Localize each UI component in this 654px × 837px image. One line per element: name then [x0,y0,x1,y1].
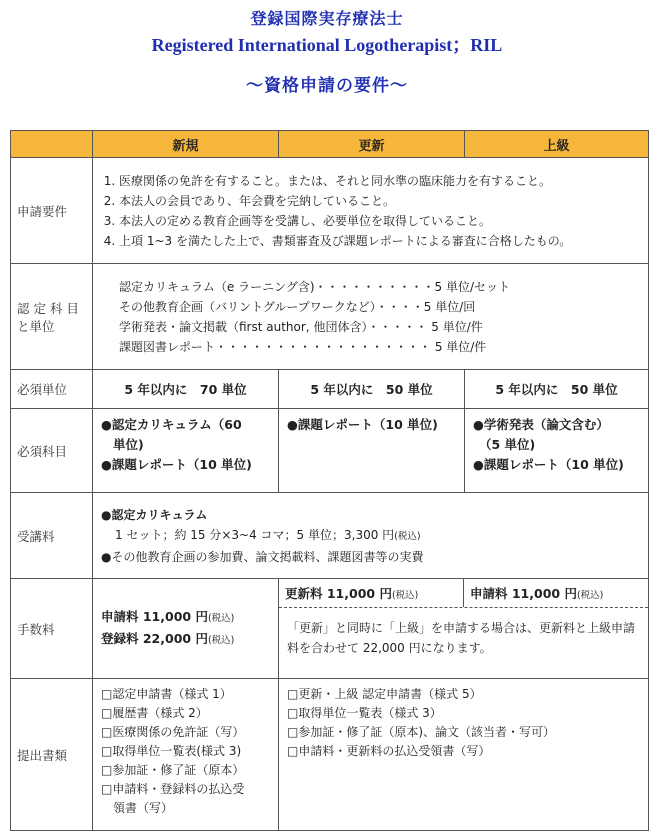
documents-new [93,679,279,831]
tax-note: (税込) [391,590,419,601]
table-row-credits [11,264,649,370]
list-item: その他教育企画（バリントグループワークなど）・・・・5 単位/回 [119,299,476,314]
subject-line: ●課題レポート（10 単位) [473,457,624,472]
fees-new [93,579,279,679]
subjects-new [93,409,279,493]
document-item: □更新・上級 認定申請書（様式 5） [287,687,482,701]
subject-line: （5 単位) [479,437,536,452]
units-new: 5 年以内に 70 単位 [93,370,279,409]
requirements-list [101,171,640,251]
list-item: 2. 本法人の会員であり、年会費を完納していること。 [119,191,640,211]
advanced-fee-text: 申請料 11,000 円 [470,586,577,601]
row-label: 必須単位 [11,370,93,409]
subject-line: ●認定カリキュラム（60 [101,417,242,432]
row-label: 申請要件 [11,158,93,264]
document-item: □医療関係の免許証（写） [101,725,245,739]
column-header-renew: 更新 [279,131,465,158]
tuition-detail: 1 セット；約 15 分×3~4 コマ；5 単位；3,300 円 [115,527,395,542]
table-row-required-units [11,370,649,409]
document-item: □参加証・修了証（原本） [101,763,245,777]
document-item: 領書（写） [101,801,174,815]
credits-cell [93,264,649,370]
list-item: 学術発表・論文掲載（first author, 他団体含）・・・・・ 5 単位/件 [119,319,483,334]
tuition-line [101,525,640,547]
document-item: □履歴書（様式 2） [101,706,208,720]
tuition-line: ●その他教育企画の参加費、論文掲載料、課題図書等の実費 [101,549,424,564]
tax-note: (税込) [207,612,235,624]
document-item: □取得単位一覧表(様式 3) [101,744,242,758]
list-item: 3. 本法人の定める教育企画等を受講し、必要単位を取得していること。 [119,211,640,231]
column-header-advanced: 上級 [465,131,649,158]
table-row-requirements [11,158,649,264]
document-item: □参加証・修了証（原本)、論文（該当者・写可） [287,725,556,739]
subject-line: ●課題レポート（10 単位) [101,457,252,472]
subject-line: ●課題レポート（10 単位) [287,417,438,432]
fees-renew-advanced [279,579,649,679]
list-item: 課題図書レポート・・・・・・・・・・・・・・・・・・ 5 単位/件 [119,339,487,354]
column-header-new: 新規 [93,131,279,158]
subject-line: 単位) [113,437,144,452]
table-row-required-subjects [11,409,649,493]
application-fee: 申請料 11,000 円 [101,608,208,624]
list-item: 認定カリキュラム（e ラーニング含)・・・・・・・・・・5 単位/セット [119,279,511,294]
fee-note: 「更新」と同時に「上級」を申請する場合は、更新料と上級申請料を合わせて 22,000 円になります。 [287,621,636,655]
units-advanced: 5 年以内に 50 単位 [465,370,649,409]
title-english: Registered International Logotherapist；RIL [151,35,503,55]
document-item: □取得単位一覧表（様式 3） [287,706,442,720]
row-label: 受講料 [11,493,93,579]
document-item: □認定申請書（様式 1） [101,687,232,701]
tax-note: (税込) [394,530,421,542]
subtitle: ～資格申請の要件～ [246,76,408,96]
list-item: 4. 上項 1~3 を満たした上で、書類審査及び課題レポートによる審査に合格したもの。 [119,231,640,251]
tax-note: (税込) [576,590,604,601]
row-label: 認 定 科 目 と単位 [11,264,93,370]
registration-fee: 登録料 22,000 円 [101,630,208,646]
header-blank [11,131,93,158]
tax-note: (税込) [207,634,235,646]
tuition-cell [93,493,649,579]
title-japanese: 登録国際実存療法士 [250,9,404,28]
requirements-cell [93,158,649,264]
table-header-row [11,131,649,158]
units-renew: 5 年以内に 50 単位 [279,370,465,409]
row-label: 提出書類 [11,679,93,831]
subjects-renew [279,409,465,493]
advanced-fee [464,579,648,607]
table-row-fees [11,579,649,679]
tuition-line: ●認定カリキュラム [101,507,208,522]
row-label: 手数料 [11,579,93,679]
table-row-documents [11,679,649,831]
table-row-tuition [11,493,649,579]
subject-line: ●学術発表（論文含む） [473,417,609,432]
document-item: □申請料・登録料の払込受 [101,782,245,796]
subjects-advanced [465,409,649,493]
row-label: 必須科目 [11,409,93,493]
list-item: 1. 医療関係の免許を有すること。または、それと同水準の臨床能力を有すること。 [119,171,640,191]
renew-fee [279,579,464,607]
requirements-table [10,130,649,831]
renew-fee-text: 更新料 11,000 円 [285,586,392,601]
documents-renew-advanced [279,679,649,831]
page-header [0,0,654,96]
document-item: □申請料・更新料の払込受領書（写） [287,744,491,758]
